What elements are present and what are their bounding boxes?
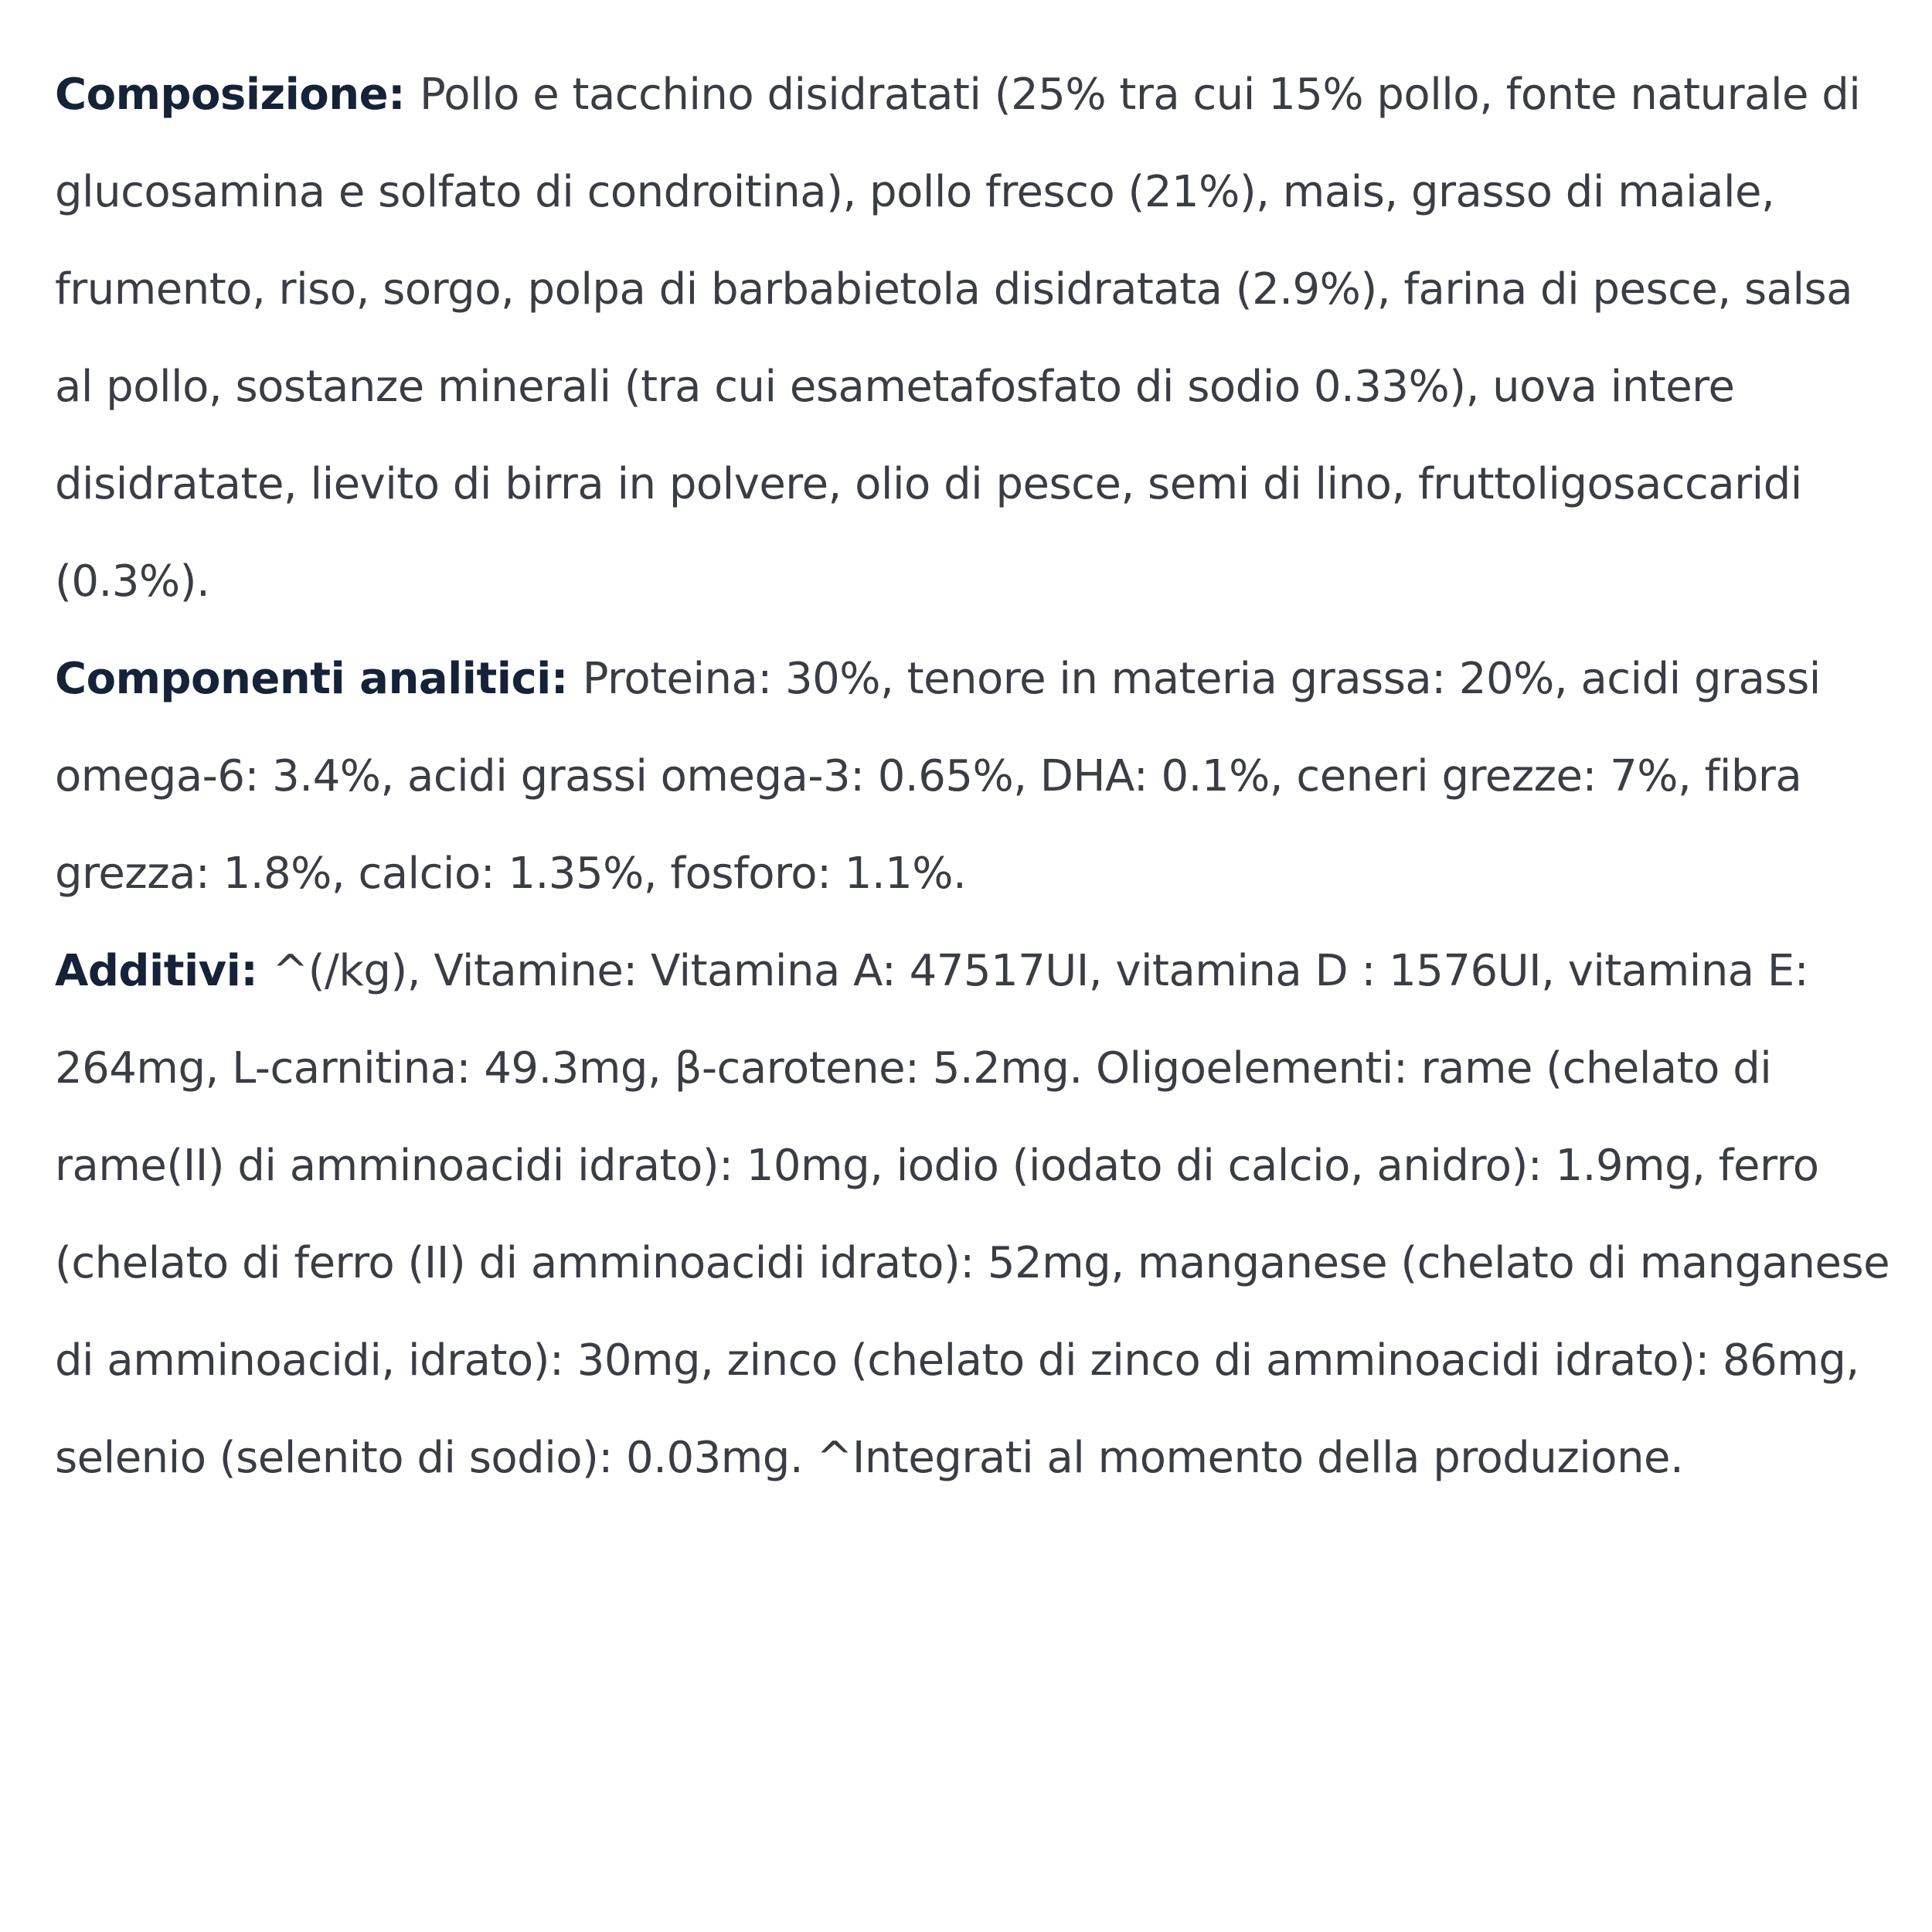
- analytical-components-label: Componenti analitici:: [55, 654, 583, 704]
- composition-label: Composizione:: [55, 70, 420, 120]
- analytical-components-text: Proteina: 30%, tenore in materia grassa: 20%, acidi grassi omega-6: 3.4%, acidi grassi omega-3: 0.65%, DHA: 0.1%, ceneri grezze: 7%, fibra grezza: 1.8%, calcio: 1.35%, fosforo: 1.1%.: [55, 654, 1821, 899]
- ingredients-document: [55, 46, 1902, 1507]
- analytical-components-section: [55, 631, 1902, 923]
- additives-section: [55, 923, 1902, 1507]
- additives-text: ^(/kg), Vitamine: Vitamina A: 47517UI, vitamina D : 1576UI, vitamina E: 264mg, L-carnitina: 49.3mg, β-carotene: 5.2mg. Oligoelementi: rame (chelato di rame(II) di amminoacidi idrato): 10mg, iodio (iodato di calcio, anidro): 1.9mg, ferro (chelato di ferro (II) di amminoacidi idrato): 52mg, manganese (chelato di manganese di amminoacidi, idrato): 30mg, zinco (chelato di zinco di amminoacidi idrato): 86mg, selenio (selenito di sodio): 0.03mg. ^Integrati al momento della produzione.: [55, 946, 1890, 1483]
- additives-label: Additivi:: [55, 946, 273, 996]
- composition-section: [55, 46, 1902, 631]
- composition-text: Pollo e tacchino disidratati (25% tra cui 15% pollo, fonte naturale di glucosamina e solfato di condroitina), pollo fresco (21%), mais, grasso di maiale, frumento, riso, sorgo, polpa di barbabietola disidratata (2.9%), farina di pesce, salsa al pollo, sostanze minerali (tra cui esametafosfato di sodio 0.33%), uova intere disidratate, lievito di birra in polvere, olio di pesce, semi di lino, fruttoligosaccaridi (0.3%).: [55, 70, 1861, 607]
